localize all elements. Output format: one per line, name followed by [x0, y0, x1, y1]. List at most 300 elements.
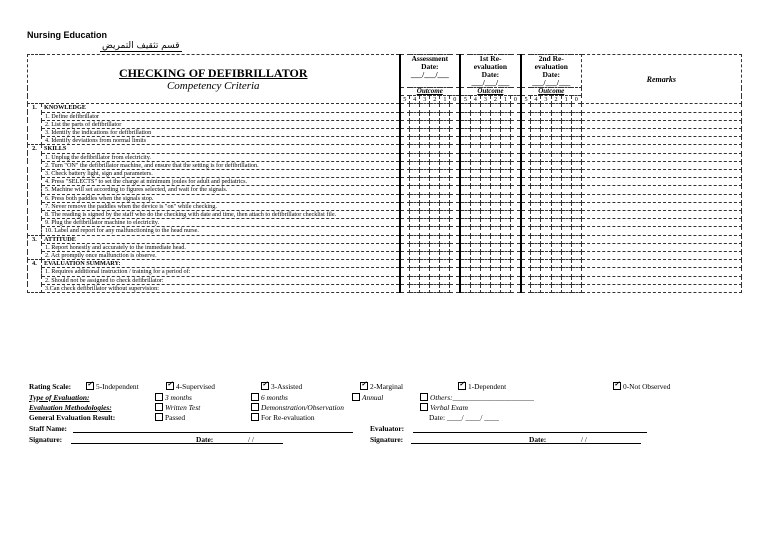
score-cell[interactable] — [410, 268, 420, 276]
score-cell[interactable] — [410, 161, 420, 169]
score-cell[interactable] — [460, 153, 470, 161]
score-cell[interactable] — [430, 227, 440, 235]
score-cell[interactable] — [551, 129, 561, 137]
score-cell[interactable] — [410, 235, 420, 243]
score-cell[interactable] — [420, 161, 430, 169]
score-cell[interactable] — [521, 161, 531, 169]
score-cell[interactable] — [541, 202, 551, 210]
score-cell[interactable] — [541, 276, 551, 284]
score-cell[interactable] — [531, 161, 541, 169]
remarks-cell[interactable] — [581, 178, 741, 186]
score-cell[interactable] — [400, 137, 410, 145]
score-cell[interactable] — [420, 129, 430, 137]
score-cell[interactable] — [551, 284, 561, 292]
score-cell[interactable] — [531, 170, 541, 178]
score-cell[interactable] — [470, 129, 480, 137]
score-cell[interactable] — [541, 268, 551, 276]
score-cell[interactable] — [571, 227, 581, 235]
score-cell[interactable] — [490, 178, 500, 186]
score-cell[interactable] — [410, 170, 420, 178]
score-cell[interactable] — [470, 252, 480, 260]
score-cell[interactable] — [531, 186, 541, 194]
score-cell[interactable] — [521, 112, 531, 120]
score-cell[interactable] — [410, 129, 420, 137]
score-cell[interactable] — [521, 104, 531, 112]
score-cell[interactable] — [571, 260, 581, 268]
score-cell[interactable] — [561, 194, 571, 202]
score-cell[interactable] — [541, 260, 551, 268]
score-cell[interactable] — [460, 227, 470, 235]
score-cell[interactable] — [571, 129, 581, 137]
score-cell[interactable] — [561, 211, 571, 219]
score-cell[interactable] — [470, 219, 480, 227]
result-passed[interactable]: Passed — [155, 413, 185, 422]
score-cell[interactable] — [511, 186, 521, 194]
score-cell[interactable] — [490, 243, 500, 251]
score-cell[interactable] — [480, 243, 490, 251]
score-cell[interactable] — [420, 137, 430, 145]
score-cell[interactable] — [531, 112, 541, 120]
score-cell[interactable] — [460, 202, 470, 210]
score-cell[interactable] — [400, 284, 410, 292]
score-cell[interactable] — [531, 202, 541, 210]
score-cell[interactable] — [460, 137, 470, 145]
score-cell[interactable] — [430, 276, 440, 284]
score-cell[interactable] — [440, 219, 450, 227]
score-cell[interactable] — [470, 186, 480, 194]
score-cell[interactable] — [531, 268, 541, 276]
score-cell[interactable] — [511, 120, 521, 128]
score-cell[interactable] — [521, 145, 531, 153]
score-cell[interactable] — [561, 243, 571, 251]
score-cell[interactable] — [450, 186, 460, 194]
score-cell[interactable] — [450, 129, 460, 137]
score-cell[interactable] — [521, 219, 531, 227]
score-cell[interactable] — [511, 284, 521, 292]
score-cell[interactable] — [571, 145, 581, 153]
score-cell[interactable] — [430, 120, 440, 128]
score-cell[interactable] — [480, 170, 490, 178]
score-cell[interactable] — [541, 129, 551, 137]
score-cell[interactable] — [480, 260, 490, 268]
score-cell[interactable] — [561, 219, 571, 227]
score-cell[interactable] — [440, 284, 450, 292]
method-written-test[interactable]: Written Test — [155, 403, 200, 412]
score-cell[interactable] — [470, 260, 480, 268]
score-cell[interactable] — [450, 260, 460, 268]
score-cell[interactable] — [460, 284, 470, 292]
score-cell[interactable] — [470, 137, 480, 145]
evaluator-line[interactable] — [413, 424, 647, 433]
rating-1[interactable]: ✓ 1-Dependent — [458, 382, 506, 391]
score-cell[interactable] — [501, 235, 511, 243]
score-cell[interactable] — [490, 284, 500, 292]
score-cell[interactable] — [490, 153, 500, 161]
score-cell[interactable] — [561, 202, 571, 210]
score-cell[interactable] — [430, 178, 440, 186]
score-cell[interactable] — [501, 170, 511, 178]
score-cell[interactable] — [501, 284, 511, 292]
score-cell[interactable] — [470, 227, 480, 235]
score-cell[interactable] — [541, 145, 551, 153]
score-cell[interactable] — [511, 202, 521, 210]
score-cell[interactable] — [440, 120, 450, 128]
score-cell[interactable] — [470, 145, 480, 153]
score-cell[interactable] — [490, 227, 500, 235]
score-cell[interactable] — [531, 252, 541, 260]
score-cell[interactable] — [470, 235, 480, 243]
score-cell[interactable] — [521, 211, 531, 219]
score-cell[interactable] — [511, 129, 521, 137]
score-cell[interactable] — [420, 243, 430, 251]
score-cell[interactable] — [440, 235, 450, 243]
remarks-cell[interactable] — [581, 235, 741, 243]
score-cell[interactable] — [460, 129, 470, 137]
score-cell[interactable] — [521, 170, 531, 178]
score-cell[interactable] — [541, 120, 551, 128]
score-cell[interactable] — [410, 211, 420, 219]
score-cell[interactable] — [531, 260, 541, 268]
score-cell[interactable] — [561, 284, 571, 292]
score-cell[interactable] — [480, 120, 490, 128]
score-cell[interactable] — [410, 145, 420, 153]
score-cell[interactable] — [490, 211, 500, 219]
score-cell[interactable] — [551, 178, 561, 186]
score-cell[interactable] — [561, 112, 571, 120]
score-cell[interactable] — [501, 268, 511, 276]
score-cell[interactable] — [541, 104, 551, 112]
score-cell[interactable] — [521, 268, 531, 276]
remarks-cell[interactable] — [581, 211, 741, 219]
score-cell[interactable] — [571, 170, 581, 178]
score-cell[interactable] — [470, 104, 480, 112]
score-cell[interactable] — [531, 178, 541, 186]
score-cell[interactable] — [490, 186, 500, 194]
remarks-cell[interactable] — [581, 161, 741, 169]
score-cell[interactable] — [480, 104, 490, 112]
score-cell[interactable] — [420, 186, 430, 194]
score-cell[interactable] — [561, 186, 571, 194]
score-cell[interactable] — [501, 161, 511, 169]
score-cell[interactable] — [440, 268, 450, 276]
score-cell[interactable] — [400, 186, 410, 194]
score-cell[interactable] — [470, 276, 480, 284]
score-cell[interactable] — [501, 252, 511, 260]
score-cell[interactable] — [400, 202, 410, 210]
score-cell[interactable] — [440, 170, 450, 178]
score-cell[interactable] — [571, 153, 581, 161]
score-cell[interactable] — [561, 252, 571, 260]
score-cell[interactable] — [470, 178, 480, 186]
score-cell[interactable] — [571, 284, 581, 292]
score-cell[interactable] — [480, 219, 490, 227]
score-cell[interactable] — [551, 104, 561, 112]
score-cell[interactable] — [480, 145, 490, 153]
score-cell[interactable] — [501, 137, 511, 145]
score-cell[interactable] — [511, 194, 521, 202]
score-cell[interactable] — [551, 202, 561, 210]
score-cell[interactable] — [541, 112, 551, 120]
score-cell[interactable] — [430, 268, 440, 276]
remarks-cell[interactable] — [581, 186, 741, 194]
score-cell[interactable] — [460, 161, 470, 169]
score-cell[interactable] — [480, 202, 490, 210]
score-cell[interactable] — [430, 129, 440, 137]
score-cell[interactable] — [521, 178, 531, 186]
score-cell[interactable] — [410, 260, 420, 268]
score-cell[interactable] — [410, 219, 420, 227]
type-6-months[interactable]: 6 months — [251, 393, 288, 402]
score-cell[interactable] — [571, 112, 581, 120]
score-cell[interactable] — [430, 243, 440, 251]
score-cell[interactable] — [511, 219, 521, 227]
remarks-cell[interactable] — [581, 276, 741, 284]
score-cell[interactable] — [470, 202, 480, 210]
score-cell[interactable] — [410, 178, 420, 186]
score-cell[interactable] — [521, 129, 531, 137]
score-cell[interactable] — [410, 284, 420, 292]
score-cell[interactable] — [400, 153, 410, 161]
score-cell[interactable] — [541, 186, 551, 194]
score-cell[interactable] — [501, 194, 511, 202]
score-cell[interactable] — [571, 211, 581, 219]
score-cell[interactable] — [490, 112, 500, 120]
score-cell[interactable] — [531, 243, 541, 251]
score-cell[interactable] — [531, 129, 541, 137]
score-cell[interactable] — [541, 194, 551, 202]
score-cell[interactable] — [440, 252, 450, 260]
score-cell[interactable] — [430, 145, 440, 153]
score-cell[interactable] — [430, 252, 440, 260]
score-cell[interactable] — [430, 153, 440, 161]
score-cell[interactable] — [400, 235, 410, 243]
score-cell[interactable] — [561, 235, 571, 243]
score-cell[interactable] — [501, 211, 511, 219]
score-cell[interactable] — [571, 276, 581, 284]
score-cell[interactable] — [460, 235, 470, 243]
score-cell[interactable] — [551, 161, 561, 169]
score-cell[interactable] — [511, 260, 521, 268]
score-cell[interactable] — [551, 252, 561, 260]
score-cell[interactable] — [531, 235, 541, 243]
score-cell[interactable] — [511, 145, 521, 153]
score-cell[interactable] — [460, 145, 470, 153]
score-cell[interactable] — [511, 170, 521, 178]
score-cell[interactable] — [400, 268, 410, 276]
score-cell[interactable] — [551, 268, 561, 276]
score-cell[interactable] — [490, 252, 500, 260]
score-cell[interactable] — [430, 235, 440, 243]
score-cell[interactable] — [501, 186, 511, 194]
score-cell[interactable] — [551, 235, 561, 243]
score-cell[interactable] — [420, 235, 430, 243]
score-cell[interactable] — [501, 243, 511, 251]
score-cell[interactable] — [480, 276, 490, 284]
score-cell[interactable] — [531, 120, 541, 128]
score-cell[interactable] — [400, 260, 410, 268]
score-cell[interactable] — [551, 170, 561, 178]
score-cell[interactable] — [571, 120, 581, 128]
remarks-cell[interactable] — [581, 153, 741, 161]
score-cell[interactable] — [561, 153, 571, 161]
score-cell[interactable] — [460, 243, 470, 251]
score-cell[interactable] — [450, 194, 460, 202]
score-cell[interactable] — [410, 186, 420, 194]
score-cell[interactable] — [420, 268, 430, 276]
type-others[interactable]: Others:______________________ — [420, 393, 534, 402]
score-cell[interactable] — [480, 284, 490, 292]
score-cell[interactable] — [420, 104, 430, 112]
score-cell[interactable] — [430, 186, 440, 194]
score-cell[interactable] — [490, 120, 500, 128]
staff-date-line[interactable]: / / — [219, 435, 283, 444]
score-cell[interactable] — [470, 243, 480, 251]
score-cell[interactable] — [490, 202, 500, 210]
score-cell[interactable] — [531, 219, 541, 227]
score-cell[interactable] — [501, 227, 511, 235]
score-cell[interactable] — [561, 137, 571, 145]
method-demonstration[interactable]: Demonstration/Observation — [251, 403, 344, 412]
score-cell[interactable] — [511, 235, 521, 243]
score-cell[interactable] — [460, 112, 470, 120]
score-cell[interactable] — [480, 129, 490, 137]
score-cell[interactable] — [511, 268, 521, 276]
score-cell[interactable] — [440, 211, 450, 219]
score-cell[interactable] — [450, 120, 460, 128]
score-cell[interactable] — [511, 161, 521, 169]
score-cell[interactable] — [400, 161, 410, 169]
score-cell[interactable] — [531, 284, 541, 292]
score-cell[interactable] — [551, 211, 561, 219]
score-cell[interactable] — [480, 153, 490, 161]
score-cell[interactable] — [420, 252, 430, 260]
score-cell[interactable] — [470, 211, 480, 219]
score-cell[interactable] — [460, 170, 470, 178]
score-cell[interactable] — [440, 112, 450, 120]
score-cell[interactable] — [490, 235, 500, 243]
score-cell[interactable] — [460, 260, 470, 268]
score-cell[interactable] — [490, 137, 500, 145]
score-cell[interactable] — [531, 104, 541, 112]
remarks-cell[interactable] — [581, 252, 741, 260]
score-cell[interactable] — [430, 104, 440, 112]
remarks-cell[interactable] — [581, 145, 741, 153]
score-cell[interactable] — [440, 194, 450, 202]
score-cell[interactable] — [561, 268, 571, 276]
score-cell[interactable] — [490, 145, 500, 153]
score-cell[interactable] — [511, 227, 521, 235]
remarks-cell[interactable] — [581, 104, 741, 112]
score-cell[interactable] — [521, 252, 531, 260]
score-cell[interactable] — [561, 260, 571, 268]
score-cell[interactable] — [571, 194, 581, 202]
score-cell[interactable] — [531, 227, 541, 235]
score-cell[interactable] — [551, 153, 561, 161]
score-cell[interactable] — [450, 219, 460, 227]
score-cell[interactable] — [571, 202, 581, 210]
score-cell[interactable] — [541, 211, 551, 219]
score-cell[interactable] — [430, 194, 440, 202]
score-cell[interactable] — [511, 104, 521, 112]
score-cell[interactable] — [450, 268, 460, 276]
score-cell[interactable] — [470, 120, 480, 128]
score-cell[interactable] — [531, 145, 541, 153]
score-cell[interactable] — [521, 202, 531, 210]
staff-name-line[interactable] — [73, 424, 353, 433]
score-cell[interactable] — [410, 243, 420, 251]
score-cell[interactable] — [440, 161, 450, 169]
score-cell[interactable] — [440, 129, 450, 137]
score-cell[interactable] — [561, 276, 571, 284]
score-cell[interactable] — [551, 186, 561, 194]
score-cell[interactable] — [551, 276, 561, 284]
score-cell[interactable] — [551, 145, 561, 153]
score-cell[interactable] — [531, 194, 541, 202]
score-cell[interactable] — [450, 161, 460, 169]
score-cell[interactable] — [571, 178, 581, 186]
score-cell[interactable] — [470, 268, 480, 276]
score-cell[interactable] — [561, 145, 571, 153]
score-cell[interactable] — [410, 227, 420, 235]
score-cell[interactable] — [420, 227, 430, 235]
score-cell[interactable] — [460, 194, 470, 202]
score-cell[interactable] — [400, 276, 410, 284]
score-cell[interactable] — [541, 252, 551, 260]
score-cell[interactable] — [420, 260, 430, 268]
score-cell[interactable] — [561, 170, 571, 178]
score-cell[interactable] — [480, 194, 490, 202]
score-cell[interactable] — [571, 219, 581, 227]
score-cell[interactable] — [521, 120, 531, 128]
remarks-cell[interactable] — [581, 137, 741, 145]
score-cell[interactable] — [410, 252, 420, 260]
score-cell[interactable] — [470, 284, 480, 292]
score-cell[interactable] — [480, 227, 490, 235]
score-cell[interactable] — [490, 161, 500, 169]
score-cell[interactable] — [440, 104, 450, 112]
method-verbal-exam[interactable]: Verbal Exam — [420, 403, 468, 412]
score-cell[interactable] — [440, 178, 450, 186]
score-cell[interactable] — [440, 202, 450, 210]
score-cell[interactable] — [521, 227, 531, 235]
score-cell[interactable] — [561, 104, 571, 112]
score-cell[interactable] — [450, 202, 460, 210]
score-cell[interactable] — [571, 268, 581, 276]
score-cell[interactable] — [521, 153, 531, 161]
score-cell[interactable] — [521, 260, 531, 268]
score-cell[interactable] — [541, 137, 551, 145]
score-cell[interactable] — [480, 137, 490, 145]
score-cell[interactable] — [400, 227, 410, 235]
rating-2[interactable]: ✓ 2-Marginal — [360, 382, 403, 391]
score-cell[interactable] — [420, 284, 430, 292]
score-cell[interactable] — [450, 137, 460, 145]
remarks-cell[interactable] — [581, 170, 741, 178]
score-cell[interactable] — [551, 137, 561, 145]
score-cell[interactable] — [470, 153, 480, 161]
score-cell[interactable] — [400, 178, 410, 186]
remarks-cell[interactable] — [581, 260, 741, 268]
score-cell[interactable] — [501, 112, 511, 120]
remarks-cell[interactable] — [581, 284, 741, 292]
remarks-cell[interactable] — [581, 227, 741, 235]
score-cell[interactable] — [410, 120, 420, 128]
score-cell[interactable] — [490, 276, 500, 284]
score-cell[interactable] — [490, 104, 500, 112]
remarks-cell[interactable] — [581, 129, 741, 137]
score-cell[interactable] — [521, 284, 531, 292]
score-cell[interactable] — [400, 104, 410, 112]
